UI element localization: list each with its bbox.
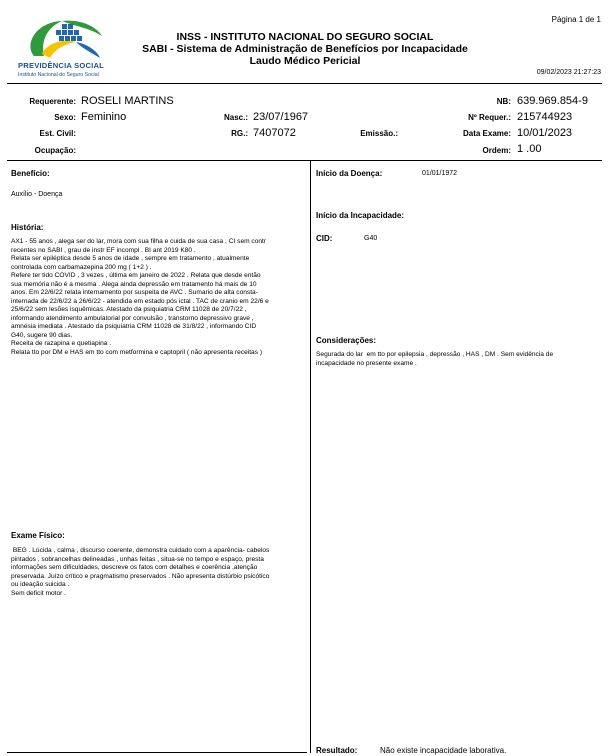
header-line-2: SABI - Sistema de Administração de Benefícios por Incapacidade: [142, 43, 468, 55]
page-number: Página 1 de 1: [551, 15, 601, 24]
requerente-value: ROSELI MARTINS: [81, 95, 174, 107]
ordem-value: 1 .00: [517, 143, 542, 155]
nb-value: 639.969.854-9: [517, 95, 588, 107]
historia-text: AX1 - 55 anos , alega ser do lar, mora com sua filha e cuida de sua casa , CI sem contr recentes no SABI , grau de instr EF incompl . BI ant 2019 K80 . Relata ser epiléptica desde 5 anos de idade , sempre em tratamento , atualmente controlada com carbamazepina 200 mg ( 1+2 ) . Refere ter tido COVID , 3 vezes , última em janeiro de 2022 . Relata que desde então sua memória não é a mesma . Alega ainda depressão em tratamento há mais de 10 anos. Em 22/6/22 relata internamento por suspeita de AVC . Sumario de alta consta- internada de 22/6/22 a 26/6/22 - atendida em estado pós ictal . TAC de cranio em 22/6 e 25/6/22 sem lesões isquêmicas. Atestado da psiquiatria CRM 11028 de 20/7/22 , informando atendimento ambulatorial por convulsão , transtorno depressivo grave , amnésia imediata . Atestado da psiquiatria CRM 11028 de 31/8/22 , informando CID G40, sugere 90 dias. Receita de razapina e quetiapina . Relata tto por DM e HAS em tto com metformina e captopril ( não apresenta receitas ): [11, 238, 269, 356]
header-datetime: 09/02/2023 21:27:23: [536, 69, 601, 76]
emissao-label: Emissão.:: [360, 129, 398, 138]
resultado-value: Não existe incapacidade laborativa.: [380, 746, 507, 755]
requerente-label: Requerente:: [29, 97, 76, 106]
consideracoes-text: Segurada do lar em tto por epilepsia , depressão , HAS , DM . Sem evidência de incapacidade no presente exame .: [316, 351, 554, 367]
beneficio-value: Auxílio - Doença: [11, 191, 63, 198]
inicio-doenca-value: 01/01/1972: [422, 170, 458, 177]
historia-label: História:: [11, 223, 44, 232]
nb-label: NB:: [496, 97, 511, 106]
bottom-left-divider: [7, 752, 307, 753]
exame-fisico-text: BEG . Lúcida , calma , discurso coerente, demonstra cuidado com a aparência- cabelos pintados , sobrancelhas delineadas , unhas feitas , situa-se no tempo e espaço, presta informações sem dificuldades, descreve os fatos com detalhes e coerência ,atenção preservada. Juízo crítico e pragmatismo preservados . Não apresenta distúrbio psicótico ou ideação suicida . Sem deficit motor .: [11, 547, 270, 597]
logo-subtitle: Instituto Nacional do Seguro Social: [18, 72, 99, 78]
header-line-1: INSS - INSTITUTO NACIONAL DO SEGURO SOCIAL: [176, 31, 434, 43]
data-exame-label: Data Exame:: [462, 129, 511, 138]
rg-label: RG.:: [231, 129, 248, 138]
info-divider: [7, 160, 602, 161]
data-exame-value: 10/01/2023: [517, 127, 573, 139]
header-title: [140, 31, 470, 67]
ocupacao-label: Ocupação:: [34, 146, 76, 155]
exame-fisico-label: Exame Físico:: [11, 531, 65, 540]
rg-value: 7407072: [253, 127, 296, 139]
inicio-doenca-label: Início da Doença:: [316, 169, 383, 178]
beneficio-label: Benefício:: [11, 169, 50, 178]
logo-name: PREVIDÊNCIA SOCIAL: [18, 61, 105, 70]
ordem-label: Ordem:: [482, 146, 511, 155]
nreq-label: Nº Requer.:: [468, 113, 511, 122]
header-line-3: Laudo Médico Pericial: [249, 55, 361, 67]
previdencia-logo-icon: [16, 16, 116, 62]
cid-label: CID:: [316, 234, 333, 243]
resultado-label: Resultado:: [316, 746, 358, 755]
est-civil-label: Est. Civil:: [39, 129, 76, 138]
header-divider: [7, 83, 602, 84]
sexo-label: Sexo:: [54, 113, 76, 122]
nasc-label: Nasc.:: [223, 113, 248, 122]
column-divider: [310, 161, 311, 753]
consideracoes-label: Considerações:: [316, 336, 377, 345]
sexo-value: Feminino: [81, 111, 127, 123]
nreq-value: 215744923: [517, 111, 573, 123]
nasc-value: 23/07/1967: [253, 111, 309, 123]
inicio-incapacidade-label: Início da Incapacidade:: [316, 211, 405, 220]
cid-value: G40: [364, 235, 378, 242]
previdencia-logo: [16, 16, 116, 78]
